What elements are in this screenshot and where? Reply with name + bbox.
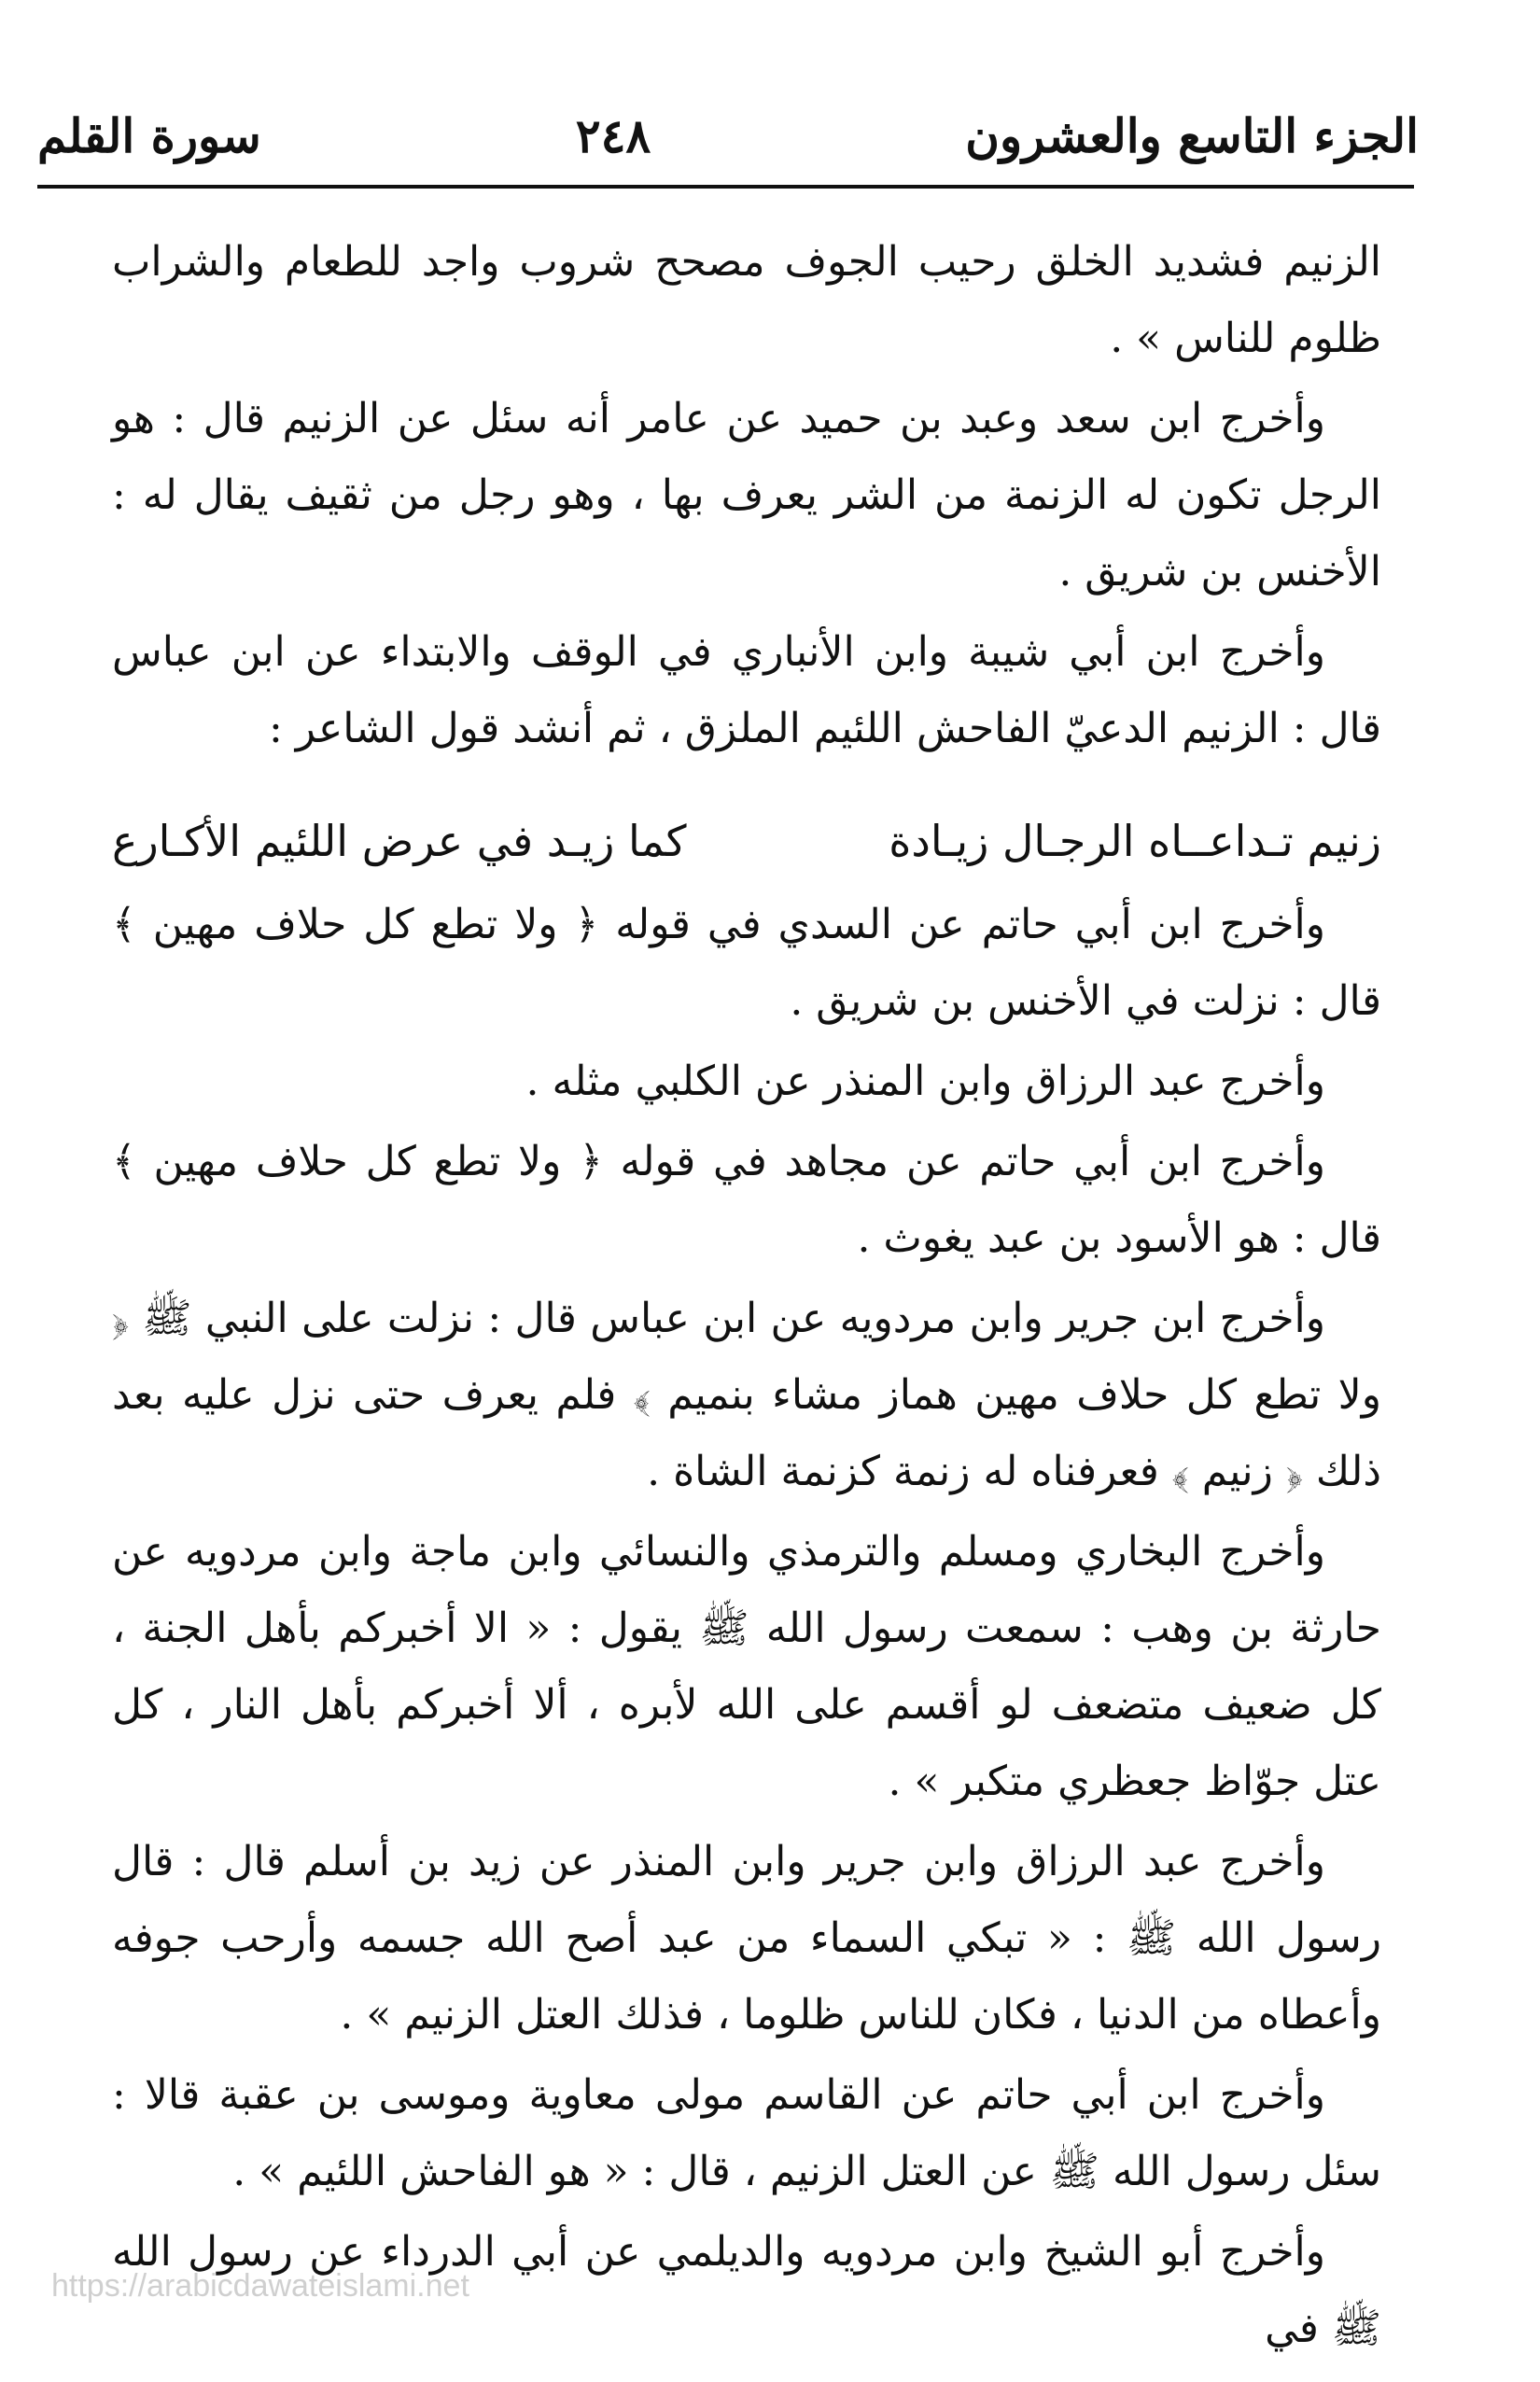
- juz-title: الجزء التاسع والعشرون: [965, 107, 1419, 163]
- paragraph: وأخرج البخاري ومسلم والترمذي والنسائي وابن ماجة وابن مردويه عن حارثة بن وهب : سمعت رسول الله ﷺ يقول : « الا أخبركم بأهل الجنة ، كل ضعيف متضعف لو أقسم على الله لأبره ، ألا أخبركم بأهل النار ، كل عتل جوّاظ جعظري متكبر » .: [112, 1528, 1381, 1805]
- watermark-url: https://arabicdawateislami.net: [51, 2268, 469, 2304]
- paragraph: وأخرج ابن جرير وابن مردويه عن ابن عباس قال : نزلت على النبي ﷺ ﴿ ولا تطع كل حلاف مهين هماز مشاء بنميم ﴾ فلم يعرف حتى نزل عليه بعد ذلك ﴿ زنيم ﴾ فعرفناه له زنمة كزنمة الشاة .: [112, 1295, 1381, 1495]
- paragraph: وأخرج ابن سعد وعبد بن حميد عن عامر أنه سئل عن الزنيم قال : هو الرجل تكون له الزنمة من الشر يعرف بها ، وهو رجل من ثقيف يقال له : الأخنس بن شريق .: [112, 395, 1382, 596]
- page-number: ٢٤٨: [575, 107, 651, 163]
- surah-title: سورة القلم: [37, 107, 261, 163]
- page-header: [37, 93, 1419, 177]
- page-body: [112, 224, 1381, 2371]
- paragraph: وأخرج عبد الرزاق وابن جرير وابن المنذر عن زيد بن أسلم قال : قال رسول الله ﷺ : « تبكي السماء من عبد أصح الله جسمه وأرحب جوفه وأعطاه من الدنيا ، فكان للناس ظلوما ، فذلك العتل الزنيم » .: [112, 1838, 1381, 2039]
- verse-first-hemistich: زنيم تـداعــاه الرجـال زيـادة: [889, 816, 1381, 866]
- paragraph: وأخرج ابن أبي حاتم عن السدي في قوله ﴿ ولا تطع كل حلاف مهين ﴾ قال : نزلت في الأخنس بن شريق .: [112, 901, 1381, 1025]
- paragraph: وأخرج أبو الشيخ وابن مردويه والديلمي عن أبي الدرداء عن رسول الله ﷺ في: [112, 2228, 1381, 2352]
- poetry-verse: [112, 803, 1381, 879]
- paragraph: وأخرج ابن أبي شيبة وابن الأنباري في الوقف والابتداء عن ابن عباس قال : الزنيم الدعيّ الفاحش اللئيم الملزق ، ثم أنشد قول الشاعر :: [112, 628, 1381, 752]
- paragraph: وأخرج ابن أبي حاتم عن مجاهد في قوله ﴿ ولا تطع كل حلاف مهين ﴾ قال : هو الأسود بن عبد يغوث .: [112, 1138, 1381, 1262]
- paragraph: الزنيم فشديد الخلق رحيب الجوف مصحح شروب واجد للطعام والشراب ظلوم للناس » .: [112, 238, 1381, 362]
- header-divider: [37, 185, 1414, 189]
- paragraph: وأخرج ابن أبي حاتم عن القاسم مولى معاوية وموسى بن عقبة قالا : سئل رسول الله ﷺ عن العتل الزنيم ، قال : « هو الفاحش اللئيم » .: [112, 2071, 1381, 2195]
- verse-second-hemistich: كما زيـد في عرض اللئيم الأكـارع: [112, 816, 687, 866]
- paragraph: وأخرج عبد الرزاق وابن المنذر عن الكلبي مثله .: [525, 1058, 1325, 1105]
